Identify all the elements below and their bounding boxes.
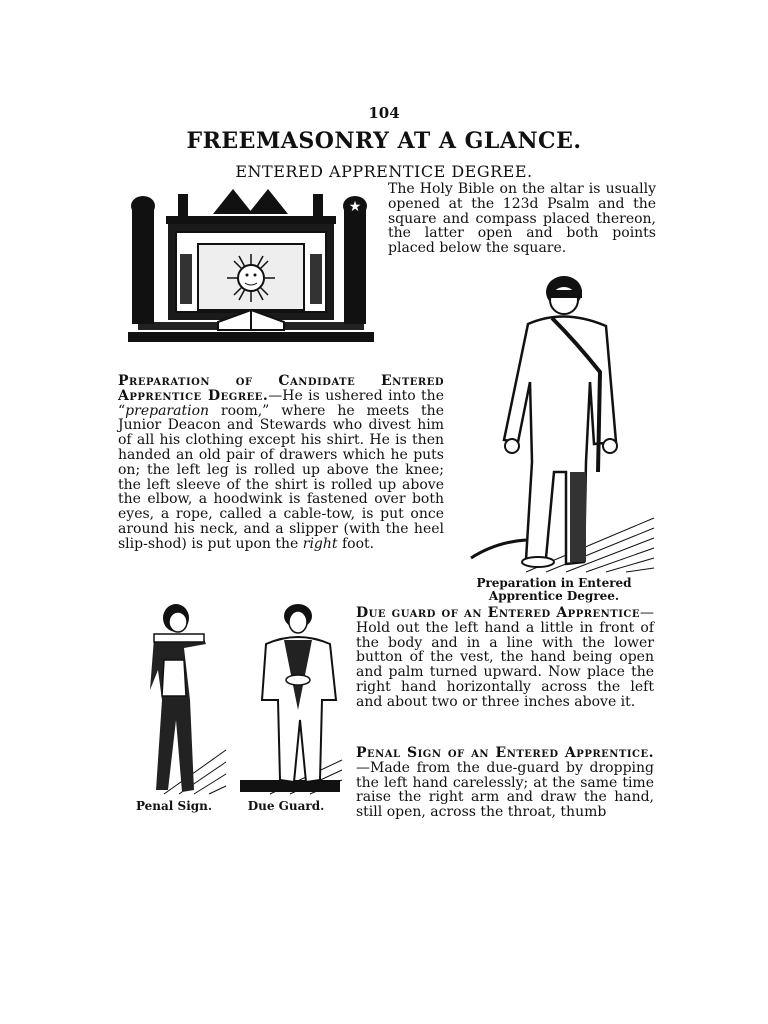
altar-illustration [118, 184, 384, 354]
altar-paragraph: The Holy Bible on the altar is usually opened at the 123d Psalm and the square and compass placed thereon, the latter open and both points placed below the square. [388, 181, 656, 257]
due-guard-text: —Hold out the left hand a little in front of the body and in a line with the lower button of the vest, the hand being open and palm turned upward. Now place the right hand horizontally across the left and about two or three inches above it. [356, 605, 654, 710]
candidate-caption [456, 577, 652, 603]
preparation-text-3: foot. [337, 535, 375, 552]
penal-sign-heading: Penal Sign of an Entered Apprentice. [356, 745, 654, 761]
penal-sign-illustration [124, 600, 228, 796]
svg-text:★: ★ [348, 199, 362, 215]
due-guard-heading: Due guard of an Entered Apprentice [356, 605, 640, 621]
penal-sign-caption: Penal Sign. [135, 799, 213, 813]
section-subtitle: ENTERED APPRENTICE DEGREE. [235, 162, 533, 181]
due-guard-paragraph [356, 606, 654, 710]
preparation-text-1: —He is ushered into the “ [118, 387, 444, 419]
penal-sign-text: —Made from the due-guard by dropping the left hand carelessly; at the same time raise the right arm and draw the hand, still open, across the throat, thumb [356, 759, 654, 821]
preparation-italic-1: preparation [125, 402, 210, 419]
due-guard-caption: Due Guard. [247, 799, 325, 813]
preparation-text-2: room,” where he meets the Junior Deacon and Stewards who divest him of all his clothing except his shirt. He is then handed an old pair of drawers which he puts on; the left leg is rolled up above the knee; the left sleeve of the shirt is rolled up above the elbow, a hoodwink is fastened over both eyes, a rope, called a cable-tow, is put once around his neck, and a slipper (with the heel slip-shod) is put upon the [118, 402, 444, 552]
penal-sign-paragraph [356, 746, 654, 820]
candidate-caption-line-1: Preparation in Entered [476, 576, 632, 590]
candidate-illustration [466, 272, 656, 576]
page-title: FREEMASONRY AT A GLANCE. [186, 128, 582, 154]
preparation-heading: Preparation of Candidate Entered Apprentice Degree. [118, 373, 444, 404]
candidate-caption-line-2: Apprentice Degree. [488, 589, 620, 603]
due-guard-illustration [240, 600, 344, 796]
preparation-paragraph [118, 374, 444, 552]
preparation-italic-2: right [302, 535, 338, 552]
page-number: 104 [368, 104, 400, 122]
